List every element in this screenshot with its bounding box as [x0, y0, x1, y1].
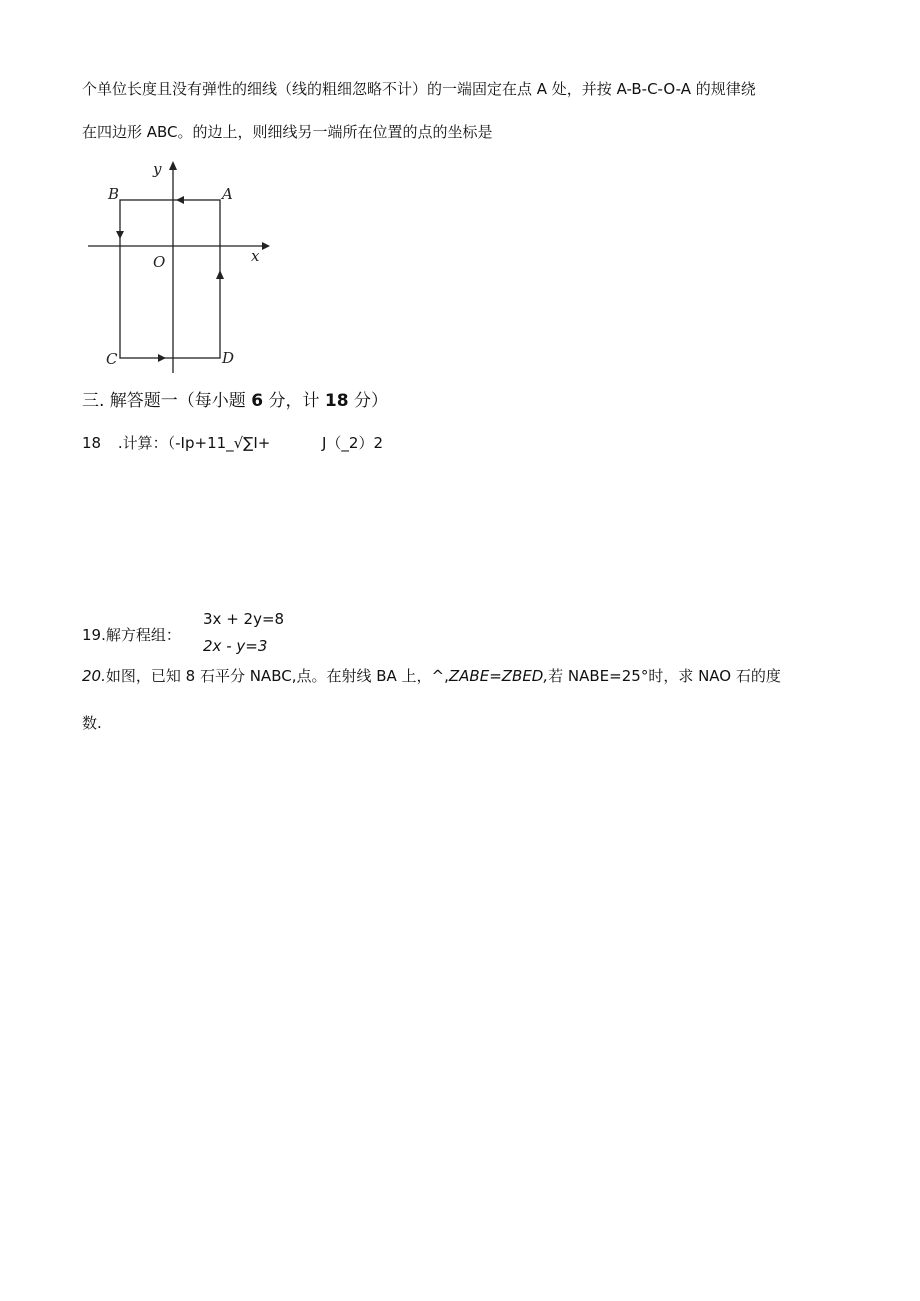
- section-3-title-prefix: 三. 解答题一（每小题: [82, 391, 252, 411]
- section-3-title-suffix: 分）: [348, 391, 388, 411]
- problem-20-line-2: 数.: [82, 714, 102, 732]
- problem-17-line-1: 个单位长度且没有弹性的细线（线的粗细忽略不计）的一端固定在点 A 处，并按 A-B-C-O-A 的规律绕: [82, 80, 756, 98]
- problem-19-label: 19.解方程组：: [82, 626, 181, 644]
- arrow-b-to-c-icon: [116, 231, 124, 239]
- arrow-d-to-a-icon: [216, 270, 224, 279]
- section-3-points-total: 18: [324, 391, 349, 411]
- problem-19-equation-1: 3x + 2y=8: [203, 610, 285, 628]
- arrow-c-to-d-icon: [158, 354, 166, 362]
- rectangle-abcd: [120, 200, 220, 358]
- problem-17-line-2: 在四边形 ABC。的边上，则细线另一端所在位置的点的坐标是: [82, 123, 493, 141]
- problem-20-text-b: ZABE=ZBED,: [448, 667, 549, 685]
- problem-20-line-1: [82, 666, 781, 686]
- problem-20-text-c: 若 NABE=25°时，求 NAO 石的度: [548, 667, 781, 685]
- label-y: y: [153, 160, 162, 178]
- problem-20-number: 20.: [82, 667, 106, 685]
- label-x: x: [251, 247, 260, 265]
- y-axis-arrow-icon: [169, 161, 177, 170]
- label-o: O: [153, 253, 166, 271]
- problem-20-text-a: 如图，已知 8 石平分 NABC,点。在射线 BA 上，^,: [105, 667, 449, 685]
- label-b: B: [108, 185, 120, 203]
- problem-18: [82, 433, 270, 453]
- section-3-title-mid: 分，计: [263, 391, 325, 411]
- label-d: D: [222, 349, 235, 367]
- quadrilateral-figure: [80, 155, 275, 375]
- problem-18-tail: J（_2）2: [322, 434, 384, 452]
- label-a: A: [222, 185, 233, 203]
- arrow-a-to-b-icon: [176, 196, 184, 204]
- section-3-points-each: 6: [251, 391, 264, 411]
- label-c: C: [106, 350, 118, 368]
- section-3-heading: [82, 390, 388, 412]
- problem-18-number: 18: [82, 434, 102, 452]
- problem-19-equation-2: 2x - y=3: [203, 637, 268, 655]
- problem-18-text: .计算：（-Ip+11_√∑I+: [117, 434, 271, 452]
- x-axis-arrow-icon: [262, 242, 270, 250]
